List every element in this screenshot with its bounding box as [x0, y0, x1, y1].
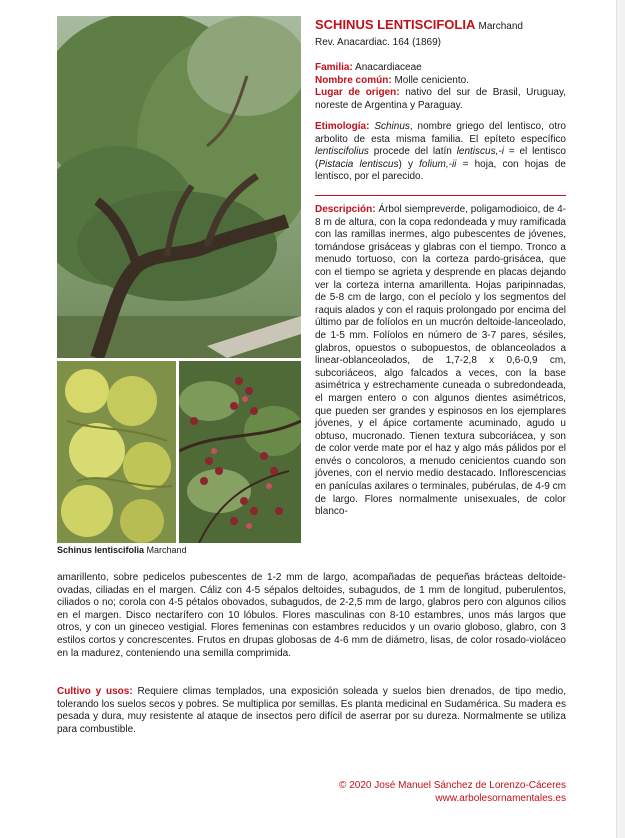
tree-photo: [57, 16, 301, 358]
website-link[interactable]: www.arbolesornamentales.es: [435, 793, 566, 804]
origin-label: Lugar de origen:: [315, 87, 400, 99]
description-label: Descripción:: [315, 204, 376, 215]
common-name-label: Nombre común:: [315, 74, 392, 86]
photo-caption: [57, 545, 187, 556]
caption-species: Schinus lentiscifolia: [57, 545, 145, 555]
familia-line: [315, 62, 566, 75]
origin-value: nativo del sur de Brasil, Uruguay, noreste de Argentina y Paraguay.: [315, 87, 566, 111]
section-divider: [315, 195, 566, 196]
caption-author: Marchand: [146, 545, 187, 555]
common-name-value: Molle ceniciento.: [394, 74, 469, 86]
familia-value: Anacardiaceae: [355, 62, 422, 73]
info-block: [315, 62, 566, 112]
description-text-full: amarillento, sobre pedicelos pubescentes de 1-2 mm de largo, acompañadas de pequeñas brácteas deltoide-ovadas, ciliadas en el margen. Cáliz con 4-5 sépalos deltoides, subagudos, de 1 mm de longitud, puberulentos, ciliados o no; corola con 4-5 pétalos obovados, subagudos, de 2-2,5 mm de largo, glabros pero con algunos cilios en el margen. Disco nectarífero con 10 lóbulos. Flores masculinas con 8-10 estambres, unos más largos que otros, y con un gineceo vestigial. Flores femeninas con estambres reducidos y un ovario globoso, glabro, con 3 estilos cortos y concrescentes. Frutos en drupas globosas de 4-6 mm de diámetro, lisas, de color rosado-violáceo en la madurez, conteniendo una semilla comprimida.: [57, 572, 566, 659]
description-column: [315, 204, 566, 519]
etym-term-1: Schinus: [374, 121, 410, 132]
cultivation-text: Requiere climas templados, una exposición soleada y suelos bien drenados, de tipo medio, tolerando los suelos secos y pobres. Se multiplica por semillas. Es planta medicinal en Sudamérica. Su madera es pesada y dura, muy resistente al ataque de insectos pero difícil de aserrar por su dureza. Normalmente se utiliza para combustible.: [57, 686, 566, 735]
etym-term-5: lentiscus,-i: [456, 146, 504, 158]
page-title: [315, 17, 567, 35]
etym-text-6: = el lentisco (: [315, 146, 566, 170]
cultivation-label: Cultivo y usos:: [57, 686, 133, 697]
etymology-block: [315, 121, 566, 184]
etym-text-8: ) y: [398, 158, 413, 170]
etym-term-3: lentiscifolius: [315, 146, 369, 158]
etym-term-9: folium,-ii: [419, 158, 457, 170]
description-text-column: Árbol siempreverde, poligamodioico, de 4-8 m de altura, con la copa redondeada y muy ramificada con las ramillas inermes, algo pubescentes de jóvenes, tornándose grisáceas y glabras con el tiempo. Tronco a menudo tortuoso, con la corteza pardo-grisácea, que con el tiempo se agrieta y desprende en placas dejando ver la corteza interna amarillenta. Hojas paripinnadas, de 5-8 cm de largo, con el pecíolo y los segmentos del raquis alados y con el raquis prolongado por encima del último par de folíolos en un mucrón deltoide-lanceolado, de 1-5 mm. Folíolos en número de 3-7 pares, sésiles, glabros, opuestos o subopuestos, de oblanceolados a linear-oblanceolados, de 1,7-2,8 x 0,6-0,9 cm, subcoriáceos, algo falcados a veces, con la base asimétrica y estrechamente cuneada o subredondeada, el margen entero o con algunos dientes asimétricos, que pueden ser grandes y espinosos en los ejemplares jóvenes, y el ápice cortamente acuminado, agudo u obtuso, mucronado. Tienen textura subcoriácea, y son de color verde mate por el haz y algo más pálidos por el envés o concoloros, a menudo cenicientos cuando son jóvenes, con el nervio medio destacado. Inflorescencias en panículas axilares o terminales, pubérulas, de 4-9 cm de largo. Flores normalmente unisexuales, de color blanco-: [315, 204, 566, 518]
etym-term-7: Pistacia lentiscus: [318, 158, 399, 170]
title-block: [315, 17, 567, 49]
etymology-label: Etimología:: [315, 121, 370, 132]
species-author: Marchand: [478, 21, 523, 32]
etym-text-4: procede del latín: [373, 146, 452, 158]
origin-line: [315, 87, 566, 112]
window-edge: [616, 0, 625, 838]
etym-text-2: , nombre griego del lentisco, otro arbolito de esta misma familia. El epíteto específico: [315, 121, 566, 145]
species-name: SCHINUS LENTISCIFOLIA: [315, 17, 475, 32]
familia-label: Familia:: [315, 62, 353, 73]
fruits-photo: [179, 361, 301, 543]
cultivation-block: [57, 686, 566, 736]
common-name-line: [315, 75, 566, 88]
etym-text-10: = hoja, con hojas de lentisco, por el parecido.: [315, 158, 566, 183]
flowers-photo: [57, 361, 176, 543]
publication-reference: Rev. Anacardiac. 164 (1869): [315, 37, 442, 48]
footer: [339, 779, 566, 805]
copyright: © 2020 José Manuel Sánchez de Lorenzo-Cáceres: [339, 780, 566, 791]
